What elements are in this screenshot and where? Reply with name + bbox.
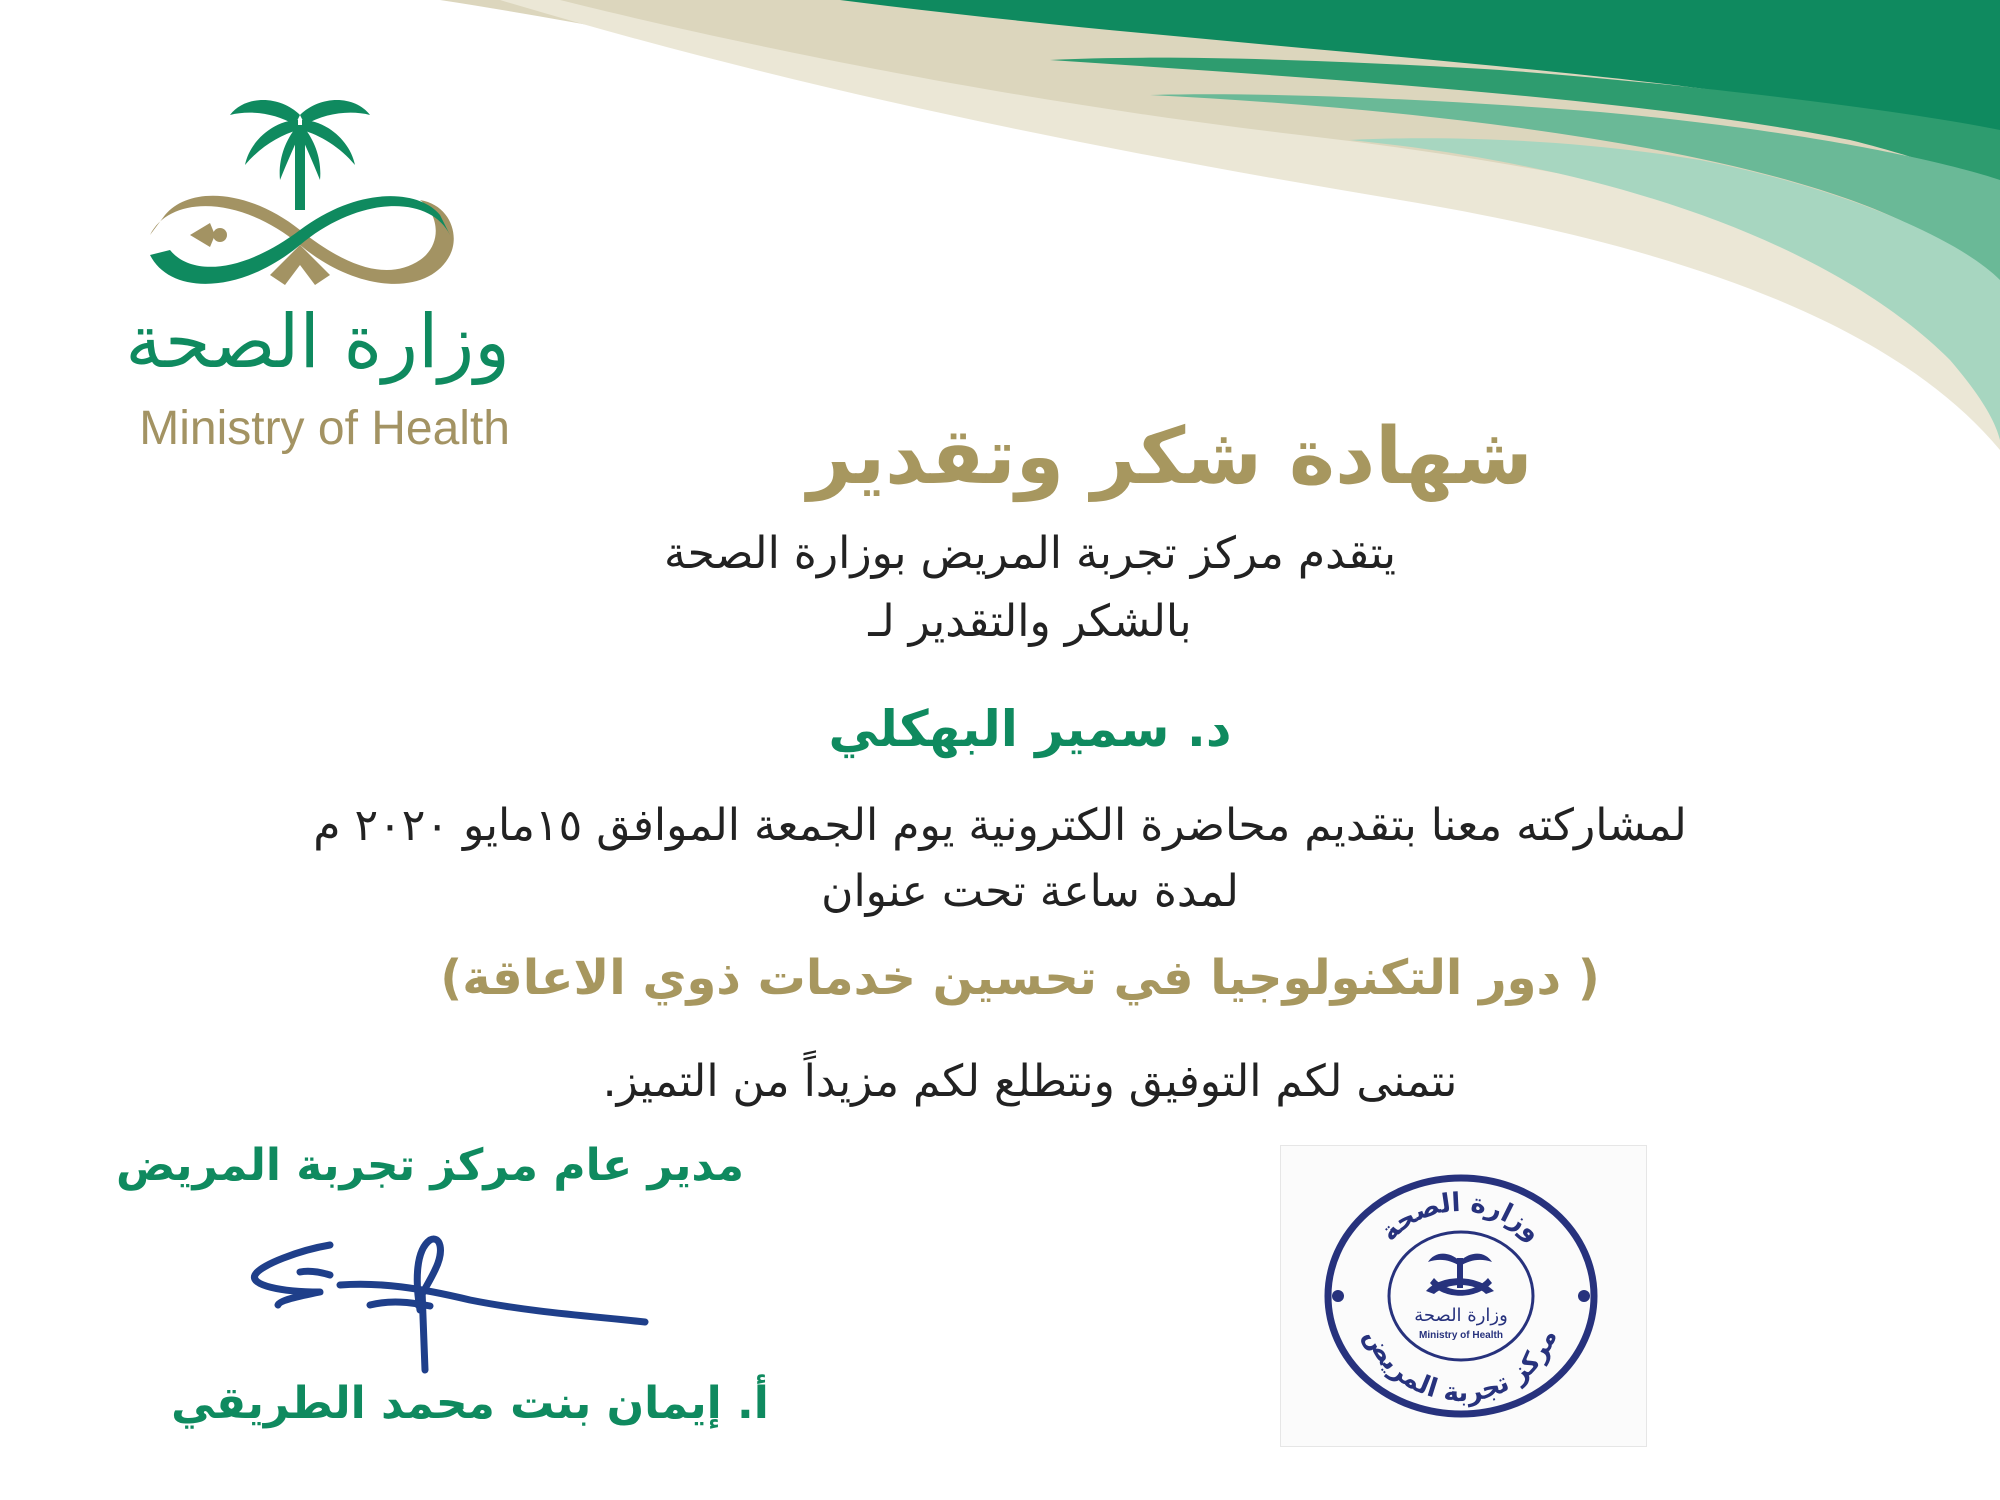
stamp-top-text: وزارة الصحة — [1374, 1187, 1548, 1248]
closing-wish: نتمنى لكم التوفيق ونتطلع لكم مزيداً من التميز. — [602, 1056, 1458, 1107]
intro-line-1: يتقدم مركز تجربة المريض بوزارة الصحة — [664, 528, 1396, 579]
stamp-bottom-text: مركز تجربة المريض — [1357, 1323, 1564, 1409]
certificate-title: شهادة شكر وتقدير — [807, 412, 1533, 502]
intro-line-2: بالشكر والتقدير لـ — [868, 596, 1192, 647]
lecture-title: ( دور التكنولوجيا في تحسين خدمات ذوي الاعاقة) — [440, 950, 1600, 1006]
stamp-inner-arabic: وزارة الصحة — [1414, 1305, 1508, 1326]
handwritten-signature — [240, 1220, 660, 1380]
stamp-inner-emblem-icon — [1426, 1254, 1494, 1296]
signatory-role: مدير عام مركز تجربة المريض — [115, 1140, 745, 1191]
official-stamp — [1316, 1166, 1606, 1426]
palm-swords-icon — [130, 85, 470, 295]
stamp-inner-english: Ministry of Health — [1419, 1330, 1503, 1341]
logo-english-name: Ministry of Health — [139, 402, 510, 455]
ministry-logo — [80, 85, 520, 465]
body-line-2: لمدة ساعة تحت عنوان — [821, 866, 1239, 917]
signatory-name: أ. إيمان بنت محمد الطريقي — [171, 1378, 769, 1429]
stamp-frame — [1280, 1145, 1647, 1447]
logo-arabic-name: وزارة الصحة — [125, 299, 510, 385]
recipient-name: د. سمير البهكلي — [828, 700, 1232, 758]
body-line-1: لمشاركته معنا بتقديم محاضرة الكترونية يوم الجمعة الموافق ١٥مايو ٢٠٢٠ م — [313, 800, 1687, 851]
